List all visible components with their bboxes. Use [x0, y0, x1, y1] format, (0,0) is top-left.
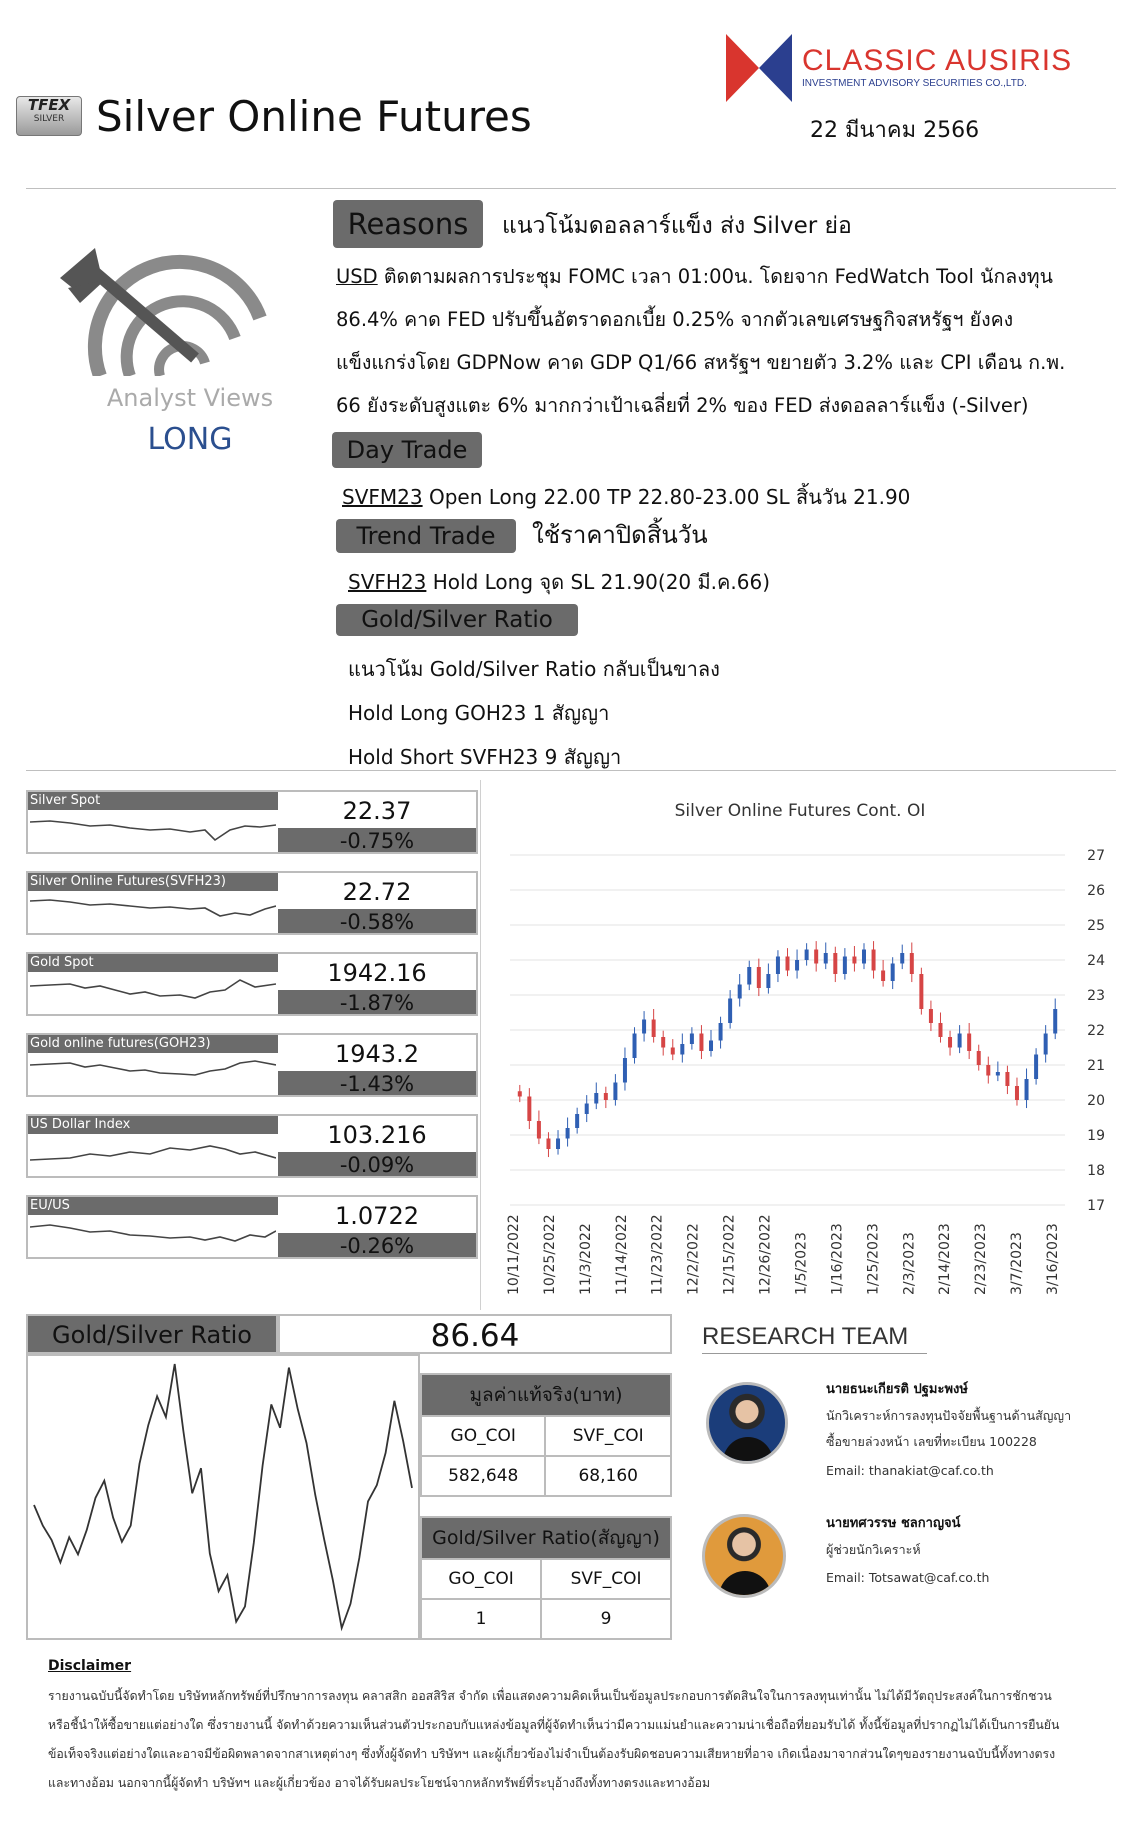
market-panel	[26, 871, 478, 935]
sparkline	[30, 1215, 276, 1255]
analyst-2-name: นายทศวรรษ ชลกาญจน์	[826, 1516, 961, 1531]
tfex-badge-sub: SILVER	[33, 114, 65, 124]
x-tick-label: 1/16/2023	[829, 1223, 846, 1295]
target-arrow-icon	[60, 248, 280, 376]
trend-trade-text: Hold Long จุด SL 21.90(20 มี.ค.66)	[426, 570, 771, 594]
candle-body	[518, 1091, 522, 1096]
candle-body	[719, 1023, 723, 1041]
candle-body	[852, 957, 856, 964]
candle-body	[958, 1034, 962, 1048]
candle-body	[671, 1048, 675, 1055]
gsr-line-1: แนวโน้ม Gold/Silver Ratio กลับเป็นขาลง	[348, 657, 720, 681]
brand-logo-mark	[726, 34, 792, 102]
section-divider	[26, 770, 1116, 771]
market-panel-value: 1.0722	[335, 1202, 419, 1230]
candle-body	[833, 953, 837, 974]
gsr-line-3: Hold Short SVFH23 9 สัญญา	[348, 745, 622, 769]
candle-body	[566, 1128, 570, 1139]
reasons-line-2: 86.4% คาด FED ปรับขึ้นอัตราดอกเบี้ย 0.25% จากตัวเลขเศรษฐกิจสหรัฐฯ ยังคง	[336, 308, 1014, 331]
candle-body	[766, 974, 770, 988]
candle-body	[805, 950, 809, 961]
trend-trade-label: Trend Trade	[336, 519, 516, 553]
x-tick-label: 10/11/2022	[506, 1214, 522, 1295]
day-trade-text: Open Long 22.00 TP 22.80-23.00 SL สิ้นวัน 21.90	[422, 485, 911, 509]
candle-body	[1025, 1079, 1029, 1100]
disclaimer-line-1: รายงานฉบับนี้จัดทำโดย บริษัทหลักทรัพย์ที่ปรึกษาการลงทุน คลาสสิก ออสสิริส จำกัด เพื่อแสดงความคิดเห็นเป็นข้อมูลประกอบการตัดสินใจในการลงทุนเท่านั้น ไม่ได้มีวัตถุประสงค์ในการชักชวน	[48, 1689, 1052, 1703]
candle-body	[919, 974, 923, 1009]
x-tick-label: 10/25/2022	[541, 1214, 558, 1295]
sparkline	[30, 1053, 276, 1093]
ratio-value-box: 86.64	[278, 1314, 672, 1354]
market-panel-value: 22.72	[342, 878, 412, 906]
candle-body	[929, 1009, 933, 1023]
candle-body	[604, 1093, 608, 1100]
x-tick-label: 12/2/2022	[685, 1223, 702, 1295]
candle-body	[661, 1037, 665, 1048]
y-tick-label: 22	[1087, 1023, 1105, 1039]
x-tick-label: 11/14/2022	[613, 1214, 630, 1295]
fair-value-header: SVF_COI	[545, 1416, 671, 1456]
sparkline	[30, 891, 276, 931]
candle-body	[843, 957, 847, 975]
candle-body	[881, 971, 885, 982]
x-tick-label: 2/23/2023	[973, 1223, 990, 1295]
disclaimer-line-3: ข้อเท็จจริงแต่อย่างใดและอาจมีข้อผิดพลาดจากสาเหตุต่างๆ ซึ่งทั้งผู้จัดทำ บริษัทฯ และผู้เกี่ยวข้องไม่จำเป็นต้องรับผิดชอบความเสียหายที่อาจ เกิดเนื่องมาจากส่วนใดๆของรายงานฉบับนี้ทั้งทางตรง	[48, 1747, 1056, 1761]
candle-body	[728, 999, 732, 1024]
y-tick-label: 19	[1087, 1128, 1105, 1144]
header-divider	[26, 188, 1116, 189]
candle-body	[556, 1139, 560, 1150]
candle-body	[1005, 1072, 1009, 1086]
ratio-contract-cell: 1	[421, 1599, 541, 1639]
candle-body	[977, 1051, 981, 1065]
candlestick-chart	[490, 830, 1120, 1300]
market-panel-change: -0.58%	[278, 909, 476, 933]
candle-body	[986, 1065, 990, 1076]
market-panel	[26, 1195, 478, 1259]
y-tick-label: 27	[1087, 848, 1105, 864]
ratio-contract-header: SVF_COI	[541, 1559, 671, 1599]
tfex-badge-text: TFEX	[27, 96, 71, 114]
y-tick-label: 25	[1087, 918, 1105, 934]
x-tick-label: 11/3/2022	[577, 1223, 594, 1295]
x-tick-label: 12/15/2022	[721, 1214, 738, 1295]
market-panel	[26, 1114, 478, 1178]
market-panel-change: -1.43%	[278, 1071, 476, 1095]
fair-value-cell: 68,160	[545, 1456, 671, 1496]
ratio-contract-table	[420, 1516, 672, 1640]
analyst-1-role2: ซื้อขายล่วงหน้า เลขที่ทะเบียน 100228	[826, 1434, 1037, 1449]
analyst-1-role: นักวิเคราะห์การลงทุนปัจจัยพื้นฐานด้านสัญญา	[826, 1408, 1072, 1423]
reasons-line-4: 66 ยังระดับสูงแตะ 6% มากกว่าเป้าเฉลี่ยที่ 2% ของ FED ส่งดอลลาร์แข็ง (-Silver)	[336, 394, 1029, 417]
candle-body	[633, 1034, 637, 1059]
candle-body	[1053, 1009, 1057, 1034]
fair-value-title: มูลค่าแท้จริง(บาท)	[421, 1374, 671, 1416]
candle-body	[891, 964, 895, 982]
market-panel-change: -0.26%	[278, 1233, 476, 1257]
ratio-series-line	[34, 1364, 412, 1628]
candle-body	[776, 957, 780, 975]
trend-trade-note: ใช้ราคาปิดสิ้นวัน	[532, 521, 708, 549]
candle-body	[872, 950, 876, 971]
disclaimer-line-4: และทางอ้อม นอกจากนี้ผู้จัดทำ บริษัทฯ และผู้เกี่ยวข้อง อาจได้รับผลประโยชน์จากหลักทรัพย์ที่ระบุอ้างถึงทั้งทางตรงและทางอ้อม	[48, 1776, 711, 1790]
candle-body	[546, 1139, 550, 1150]
candle-body	[824, 953, 828, 964]
ratio-contract-cell: 9	[541, 1599, 671, 1639]
market-panel-label: Silver Online Futures(SVFH23)	[28, 873, 278, 891]
analyst-1-name: นายธนะเกียรติ ปฐมะพงษ์	[826, 1382, 968, 1397]
candle-body	[757, 967, 761, 988]
y-tick-label: 24	[1087, 953, 1105, 969]
candle-body	[709, 1041, 713, 1052]
analyst-2-avatar-body	[719, 1571, 771, 1598]
fair-value-cell: 582,648	[421, 1456, 545, 1496]
y-tick-label: 18	[1087, 1163, 1105, 1179]
sparkline-line	[30, 1225, 276, 1241]
reasons-line-3: แข็งแกร่งโดย GDPNow คาด GDP Q1/66 สหรัฐฯ ขยายตัว 3.2% และ CPI เดือน ก.พ.	[336, 351, 1066, 374]
reasons-line-1-text: ติดตามผลการประชุม FOMC เวลา 01:00น. โดยจาก FedWatch Tool นักลงทุน	[377, 265, 1053, 288]
analyst-views-caption: Analyst Views	[106, 384, 274, 412]
market-panel-label: Silver Spot	[28, 792, 278, 810]
market-panel-label: EU/US	[28, 1197, 278, 1215]
brand-name: CLASSIC AUSIRIS	[802, 44, 1073, 77]
market-panel	[26, 790, 478, 854]
ratio-line-chart	[28, 1356, 418, 1638]
market-panel-value: 103.216	[327, 1121, 427, 1149]
candle-body	[699, 1034, 703, 1052]
research-team-title: RESEARCH TEAM	[702, 1323, 909, 1350]
analyst-1-avatar-body	[723, 1437, 773, 1464]
disclaimer-title: Disclaimer	[48, 1658, 132, 1674]
x-tick-label: 1/25/2023	[865, 1223, 882, 1295]
candle-body	[747, 967, 751, 985]
market-panel-value: 1942.16	[327, 959, 427, 987]
x-tick-label: 11/23/2022	[649, 1214, 666, 1295]
analyst-1-email[interactable]: Email: thanakiat@caf.co.th	[826, 1463, 994, 1478]
candle-body	[996, 1072, 1000, 1076]
candle-body	[900, 953, 904, 964]
candle-body	[948, 1037, 952, 1048]
candle-body	[862, 950, 866, 964]
market-panel-label: Gold online futures(GOH23)	[28, 1035, 278, 1053]
market-panel-label: Gold Spot	[28, 954, 278, 972]
candle-body	[652, 1020, 656, 1038]
disclaimer-line-2: หรือชี้นำให้ซื้อขายแต่อย่างใด ซึ่งรายงานนี้ จัดทำด้วยความเห็นส่วนตัวประกอบกับแหล่งข้อมูลที่ผู้จัดทำเห็นว่ามีความแม่นยำและความน่าเชื่อถือที่ยอมรับได้ ทั้งนี้ข้อมูลที่ปรากฏไม่ได้เป็นการยืนยัน	[48, 1718, 1060, 1732]
market-panel-change: -0.09%	[278, 1152, 476, 1176]
usd-link[interactable]: USD	[336, 265, 378, 288]
sparkline-line	[30, 900, 276, 916]
market-panel-change: -0.75%	[278, 828, 476, 852]
ratio-contract-header: GO_COI	[421, 1559, 541, 1599]
fair-value-table	[420, 1373, 672, 1497]
sparkline-line	[30, 821, 276, 840]
candle-body	[1034, 1055, 1038, 1080]
reasons-label: Reasons	[333, 200, 483, 248]
y-tick-label: 17	[1087, 1198, 1105, 1214]
candle-body	[642, 1020, 646, 1034]
fair-value-header: GO_COI	[421, 1416, 545, 1456]
sparkline-line	[30, 980, 276, 998]
ratio-line-chart-frame	[26, 1354, 420, 1640]
research-title-underline	[702, 1353, 927, 1354]
x-tick-label: 2/3/2023	[901, 1232, 918, 1295]
page-title: Silver Online Futures	[96, 92, 532, 141]
candle-body	[680, 1044, 684, 1055]
market-panel-value: 22.37	[342, 797, 412, 825]
day-trade-label: Day Trade	[332, 432, 482, 468]
candle-body	[910, 953, 914, 974]
x-tick-label: 12/26/2022	[757, 1214, 774, 1295]
report-date: 22 มีนาคม 2566	[810, 118, 980, 143]
candle-body	[738, 985, 742, 999]
analyst-2-email[interactable]: Email: Totsawat@caf.co.th	[826, 1570, 990, 1585]
candle-body	[690, 1034, 694, 1045]
candle-body	[575, 1114, 579, 1128]
candle-body	[527, 1097, 531, 1122]
trend-trade-line	[348, 561, 770, 604]
x-tick-label: 2/14/2023	[937, 1223, 954, 1295]
sparkline-line	[30, 1146, 276, 1160]
analyst-view-value: LONG	[147, 422, 233, 457]
tfex-silver-logo	[16, 96, 82, 136]
x-tick-label: 3/7/2023	[1009, 1232, 1026, 1295]
candle-body	[938, 1023, 942, 1037]
analyst-1-avatar	[706, 1382, 788, 1464]
sparkline	[30, 1134, 276, 1174]
candle-body	[585, 1104, 589, 1115]
y-tick-label: 26	[1087, 883, 1105, 899]
candle-body	[786, 957, 790, 971]
market-panel	[26, 952, 478, 1016]
market-panel-change: -1.87%	[278, 990, 476, 1014]
x-tick-label: 1/5/2023	[793, 1232, 810, 1295]
y-tick-label: 23	[1087, 988, 1105, 1004]
y-tick-label: 20	[1087, 1093, 1105, 1109]
candle-body	[967, 1034, 971, 1052]
reasons-headline: แนวโน้มดอลลาร์แข็ง ส่ง Silver ย่อ	[502, 213, 852, 239]
candle-body	[1044, 1034, 1048, 1055]
sparkline	[30, 972, 276, 1012]
panel-divider	[480, 780, 481, 1310]
market-panel-value: 1943.2	[335, 1040, 419, 1068]
sparkline	[30, 810, 276, 850]
x-tick-label: 3/16/2023	[1045, 1223, 1061, 1295]
candle-body	[613, 1083, 617, 1101]
candle-body	[537, 1121, 541, 1139]
sparkline-line	[30, 1061, 276, 1075]
ratio-title-box: Gold/Silver Ratio	[26, 1314, 278, 1354]
day-trade-line	[342, 476, 910, 519]
candle-body	[594, 1093, 598, 1104]
market-panel	[26, 1033, 478, 1097]
analyst-2-avatar	[702, 1514, 786, 1598]
candle-body	[1015, 1086, 1019, 1100]
day-trade-symbol[interactable]: SVFM23	[342, 485, 423, 509]
candle-body	[795, 960, 799, 971]
y-tick-label: 21	[1087, 1058, 1105, 1074]
reasons-line-1	[336, 255, 1053, 298]
oi-chart-title: Silver Online Futures Cont. OI	[674, 801, 926, 821]
trend-trade-symbol[interactable]: SVFH23	[348, 570, 427, 594]
ratio-contract-title: Gold/Silver Ratio(สัญญา)	[421, 1517, 671, 1559]
gsr-line-2: Hold Long GOH23 1 สัญญา	[348, 701, 610, 725]
gsr-section-label: Gold/Silver Ratio	[336, 604, 578, 636]
market-panel-label: US Dollar Index	[28, 1116, 278, 1134]
candle-body	[814, 950, 818, 964]
analyst-2-role: ผู้ช่วยนักวิเคราะห์	[826, 1542, 921, 1557]
brand-subtitle: INVESTMENT ADVISORY SECURITIES CO.,LTD.	[802, 78, 1027, 89]
candle-body	[623, 1058, 627, 1083]
